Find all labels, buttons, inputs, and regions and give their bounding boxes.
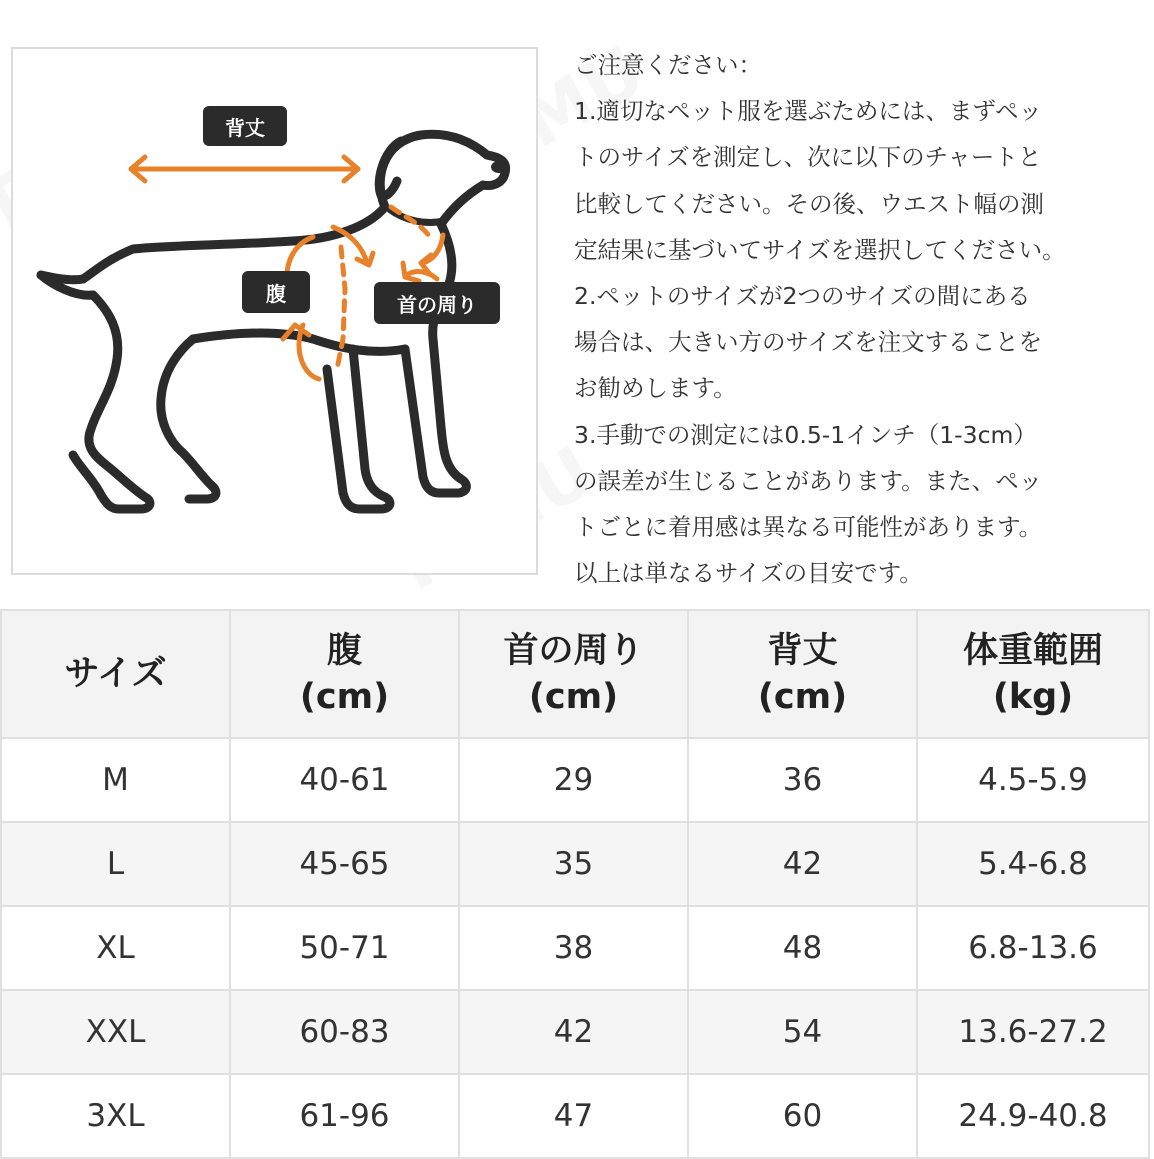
notes-line: 比較してください。その後、ウエスト幅の測 xyxy=(574,189,1044,218)
cell-back-length: 54 xyxy=(688,990,917,1074)
cell-neck: 47 xyxy=(459,1074,688,1158)
back-length-label: 背丈 xyxy=(203,106,287,146)
table-row xyxy=(1,906,1149,990)
cell-belly: 40-61 xyxy=(230,738,459,822)
header-unit: (cm) xyxy=(528,677,619,717)
notes-line: トのサイズを測定し、次に以下のチャートと xyxy=(574,143,1042,172)
cell-weight: 24.9-40.8 xyxy=(917,1074,1149,1158)
table-header-row xyxy=(1,610,1149,738)
size-chart-table xyxy=(0,609,1150,1159)
cell-size: M xyxy=(1,738,230,822)
cell-size: L xyxy=(1,822,230,906)
notes-line: 以上は単なるサイズの目安です。 xyxy=(574,559,923,588)
cell-neck: 42 xyxy=(459,990,688,1074)
cell-back-length: 42 xyxy=(688,822,917,906)
header-line: 首の周り xyxy=(503,631,644,671)
header-size xyxy=(1,610,230,738)
cell-back-length: 48 xyxy=(688,906,917,990)
cell-weight: 5.4-6.8 xyxy=(917,822,1149,906)
header-back-length xyxy=(688,610,917,738)
cell-size: XL xyxy=(1,906,230,990)
notes-line: 2.ペットのサイズが2つのサイズの間にある xyxy=(574,281,1031,310)
neck-label: 首の周り xyxy=(374,282,500,324)
cell-belly: 60-83 xyxy=(230,990,459,1074)
cell-size: 3XL xyxy=(1,1074,230,1158)
header-unit: (cm) xyxy=(299,677,390,717)
dog-measurement-diagram xyxy=(11,47,538,575)
header-unit: (cm) xyxy=(757,677,848,717)
notes-line: お勧めします。 xyxy=(574,374,737,403)
table-row xyxy=(1,990,1149,1074)
cell-back-length: 60 xyxy=(688,1074,917,1158)
cell-neck: 38 xyxy=(459,906,688,990)
header-line: 体重範囲 xyxy=(962,631,1103,671)
notes-line: ご注意ください： xyxy=(574,51,762,79)
notes-line: トごとに着用感は異なる可能性があります。 xyxy=(574,512,1043,541)
cell-size: XXL xyxy=(1,990,230,1074)
table-row xyxy=(1,1074,1149,1158)
notes-line: の誤差が生じることがあります。また、ペッ xyxy=(574,466,1043,495)
cell-belly: 45-65 xyxy=(230,822,459,906)
table-row xyxy=(1,738,1149,822)
cell-belly: 50-71 xyxy=(230,906,459,990)
cell-belly: 61-96 xyxy=(230,1074,459,1158)
header-belly xyxy=(230,610,459,738)
cell-weight: 6.8-13.6 xyxy=(917,906,1149,990)
cell-neck: 29 xyxy=(459,738,688,822)
header-line: サイズ xyxy=(64,654,167,694)
notes-line: 場合は、大きい方のサイズを注文することを xyxy=(574,328,1043,357)
table-row xyxy=(1,822,1149,906)
header-line: 腹 xyxy=(326,631,362,671)
header-neck xyxy=(459,610,688,738)
cell-weight: 4.5-5.9 xyxy=(917,738,1149,822)
notes-line: 1.適切なペット服を選ぶためには、まずペッ xyxy=(574,97,1042,126)
header-unit: (kg) xyxy=(992,677,1074,717)
header-line: 背丈 xyxy=(767,631,838,671)
header-weight xyxy=(917,610,1149,738)
cell-back-length: 36 xyxy=(688,738,917,822)
notes-line: 定結果に基づいてサイズを選択してください。 xyxy=(574,235,1066,264)
cell-weight: 13.6-27.2 xyxy=(917,990,1149,1074)
notes-line: 3.手動での測定には0.5-1インチ（1-3cm） xyxy=(574,420,1037,449)
size-notes xyxy=(574,42,1154,596)
belly-label: 腹 xyxy=(242,271,310,313)
cell-neck: 35 xyxy=(459,822,688,906)
